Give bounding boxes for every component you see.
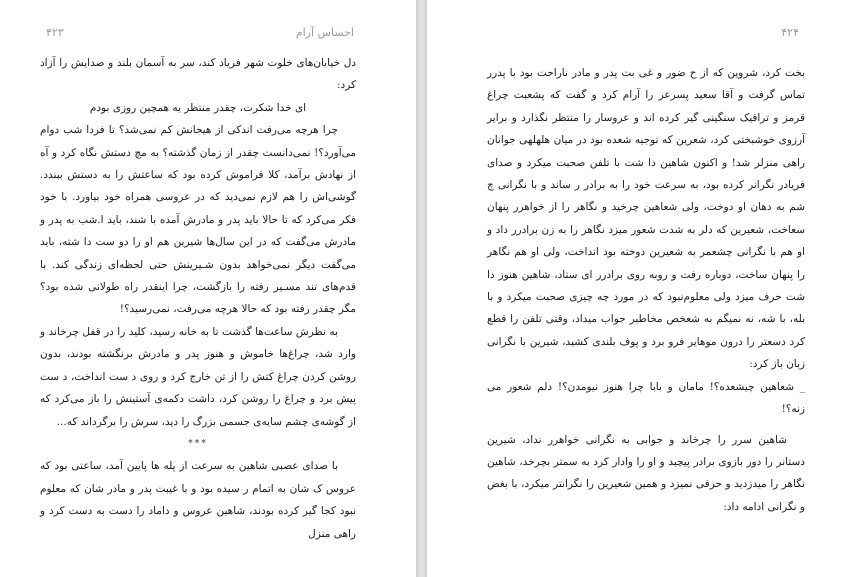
running-title: احساس آرام: [295, 26, 354, 39]
paragraph: به نظرش ساعت‌ها گذشت تا به خانه رسید، کلید را در قفل چرخاند و وارد شد، چراغ‌ها خاموش و هنوز پدر و مادرش برنگشته بودند، بدون روشن کردن چراغ کتش را از تن خارج کرد و روی د ست انداخت، د ست پیش برد و چراغ را روشن کرد، داشت دکمه‌ی آستینش را باز می‌کرد که از گوشه‌ی چشم سایه‌ی جسمی بزرگ را دید، سرش را برگرداند که...: [40, 325, 356, 428]
section-separator: ***: [188, 438, 208, 449]
paragraph: شاهین سرر را چرخاند و جوابی به نگرانی خواهرر نداد، شیرین دستانر را دور بازوی برادر پیچید و او را وادار کرد به سمتر بچرخد، شاهین نگاهر را میدزدید و حرفی نمیزد و همین شعیرین را نگرانتر میکرد، با بغض و نگرانی ادامه داد:: [487, 433, 805, 513]
left-page-body: [40, 52, 356, 545]
right-page: [427, 0, 845, 577]
left-page: [0, 0, 416, 577]
paragraph: با صدای عصبی شاهین به سرعت از پله ها پایین آمد، ساعتی بود که عروس ک شان به اتمام ر سیده بود و با غیبت پدر و مادر شان که معلوم نبود کجا گیر کرده بودند، شاهین عروس و داماد را دست به دست کرد و راهی منزل: [40, 460, 356, 540]
page-number: ۴۲۳: [46, 26, 64, 39]
page-number: ۴۲۴: [781, 26, 799, 39]
paragraph: دل خیابان‌های خلوت شهر فریاد کند، سر به آسمان بلند و صدایش را آزاد کرد:: [40, 57, 356, 92]
exclamation-line: ای خدا شکرت، چقدر منتظر یه همچین روزی بودم: [89, 101, 307, 114]
book-gutter: [416, 0, 427, 577]
dialogue-line: _ شعاهین چیشعده؟! مامان و بابا چرا هنوز نیومدن؟! دلم شعور می زنه؟!: [487, 380, 805, 416]
right-page-body: [487, 62, 805, 518]
paragraph: بخت کرد، شروین که از ح ضور و غی بت پدر و مادر ناراحت بود با پدرر تماس گرفت و آقا سعید پسرعر را آرام کرد و گفت که پشعبت چراغ قرمز و ترافیک سنگینی گیر کرده اند و عروسار را منتظر نگذارد و برایر آرزوی خوشبختی کرد، شعرین که توجیه شعده بود در میان هلهلهی جوانان راهی منزلر شد! و اکنون شاهین دا شت با تلفن صحبت میکرد و صدای فریادر نگرانر کرده بود، به سرعت خود را به برادر ر ساند و با نگرانی چ شم به دهان او دوخت، ولی شعاهین چرخید و نگاهر را از خواهرر پنهان سعاخت، شعیرین که دلر به شدت شعور میزد نگاهر را به زن برادرر داد و او هم با نگرانی چشعمر به شعیرین دوخته بود انداخت، ولی او هم نگاهر را پنهان ساخت، دوباره رفت و روبه روی برادرر ای ستاد، شاهین هنوز دا شت حرف میزد ولی معلوم‌نبود که در مورد چه چیزی صحبت میکرد و با بله، با شه، نه نمیگم به شعخص مخاطبر جواب میداد، وقتی تلفن را قطع کرد دسعتر را درون موهایر فرو برد و پوف بلندی کشید، شیرین با نگرانی زبان باز کرد:: [487, 67, 805, 371]
paragraph: چرا هرچه می‌رفت اندکی از هیجانش کم نمی‌شد؟ تا فردا شب دوام می‌آورد؟! نمی‌دانست چقدر از زمان گذشته؟ به مچ دستش نگاه کرد و آه از نهادش برآمد، کلا فراموش کرده بود که ساعتش را به دستش ببندد. گوشی‌اش را هم لازم نمی‌دید که در عروسی همراه خود بیاورد. با خود فکر می‌کرد که تا حالا باید پدر و مادرش آمده با شند، باید ا.شب به پدر و مادرش می‌گفت که در این سال‌ها شیرین هم او را دو ست دا شته، باید می‌گفت دیگر نمی‌خواهد بدون شـیرینش حتی لحظه‌ای زندگی کند. با قدم‌های تند مسـیر رفته را بازگشت، چرا اینقدر راه طولانی شده بود؟ مگر چقدر رفته بود که حالا هرچه می‌رفت، نمی‌رسید؟!: [40, 124, 356, 316]
